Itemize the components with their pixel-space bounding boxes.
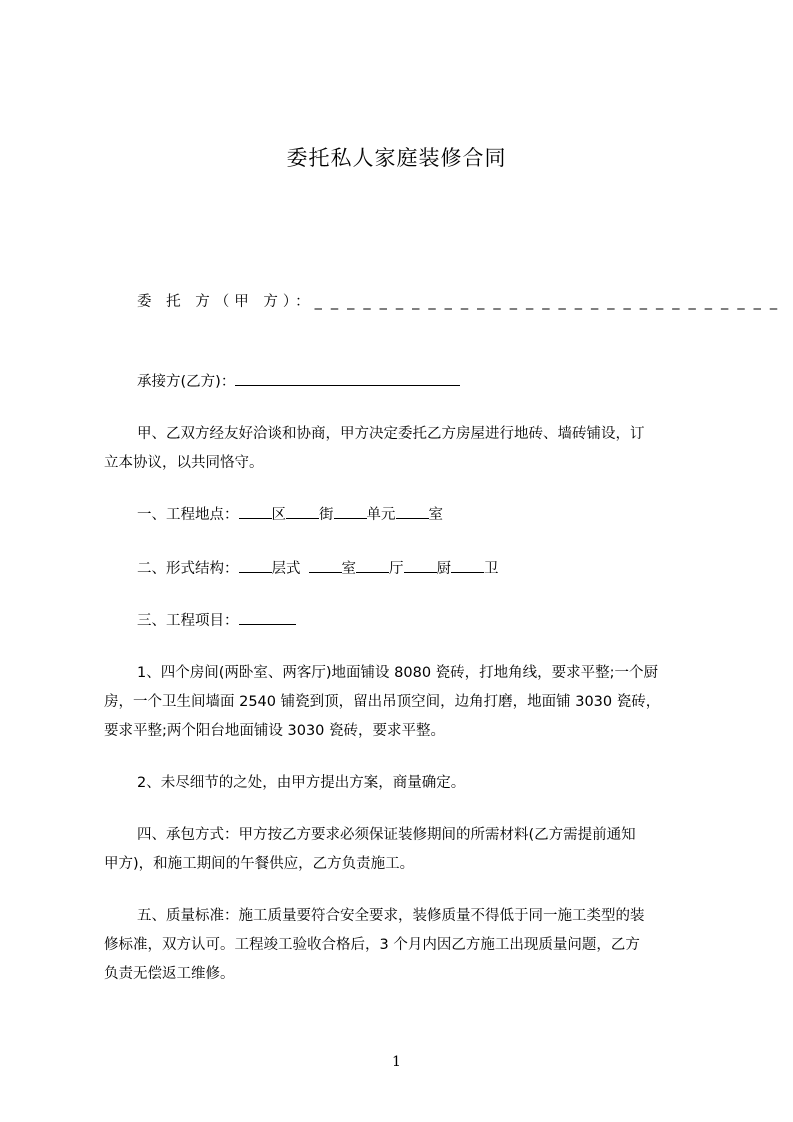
section-structure — [137, 555, 757, 584]
client-line — [137, 288, 780, 317]
intro-line-1: 甲、乙双方经友好洽谈和协商，甲方决定委托乙方房屋进行地砖、墙砖铺设，订 — [137, 426, 645, 442]
client-name-blank: _ _ _ _ _ _ _ _ _ _ _ _ _ _ _ _ _ _ _ _ _ _ _ _ _ _ _ _ _ — [314, 294, 780, 310]
street-blank — [286, 504, 319, 519]
hall-blank — [356, 558, 389, 573]
contractor-line — [137, 368, 757, 397]
client-label: 委 托 方（甲 方）： — [137, 294, 315, 310]
hall-label: 厅 — [389, 561, 404, 577]
section-location — [137, 501, 757, 530]
floor-label: 层式 — [271, 561, 301, 577]
bath-blank — [451, 558, 484, 573]
contractor-label: 承接方(乙方)： — [137, 374, 236, 390]
room-count-blank — [309, 558, 342, 573]
section-project — [137, 607, 757, 636]
street-label: 街 — [319, 507, 334, 523]
section-quality-line-1: 五、质量标准：施工质量要符合安全要求，装修质量不得低于同一施工类型的装 — [137, 908, 645, 924]
room-number-blank — [396, 504, 429, 519]
room-label: 室 — [428, 507, 443, 523]
project-blank — [239, 610, 296, 625]
unit-label: 单元 — [366, 507, 396, 523]
kitchen-label: 厨 — [436, 561, 451, 577]
page-number: 1 — [392, 1054, 401, 1070]
contractor-name-blank — [235, 371, 460, 386]
bath-label: 卫 — [484, 561, 499, 577]
section-quality-line-3: 负责无偿返工维修。 — [104, 966, 235, 982]
structure-label: 二、形式结构： — [137, 561, 239, 577]
district-blank — [239, 504, 272, 519]
location-label: 一、工程地点： — [137, 507, 239, 523]
contract-title: 委托私人家庭装修合同 — [286, 146, 507, 170]
section-contract-mode-line-2: 甲方)，和施工期间的午餐供应，乙方负责施工。 — [104, 856, 415, 872]
project-label: 三、工程项目： — [137, 613, 239, 629]
section-contract-mode-line-1: 四、承包方式：甲方按乙方要求必须保证装修期间的所需材料(乙方需提前通知 — [137, 827, 636, 843]
kitchen-blank — [404, 558, 437, 573]
unit-blank — [334, 504, 367, 519]
item2-line: 2、未尽细节的之处，由甲方提出方案，商量确定。 — [137, 775, 466, 791]
item1-line-3: 要求平整;两个阳台地面铺设 3030 瓷砖，要求平整。 — [104, 723, 446, 739]
district-label: 区 — [271, 507, 286, 523]
floor-blank — [239, 558, 272, 573]
section-quality-line-2: 修标准，双方认可。工程竣工验收合格后，3 个月内因乙方施工出现质量问题，乙方 — [104, 937, 640, 953]
item1-line-2: 房，一个卫生间墙面 2540 铺瓷到顶，留出吊顶空间，边角打磨，地面铺 3030 瓷砖， — [104, 694, 661, 710]
room-count-label: 室 — [341, 561, 356, 577]
item1-line-1: 1、四个房间(两卧室、两客厅)地面铺设 8080 瓷砖，打地角线，要求平整;一个厨 — [137, 665, 659, 681]
intro-line-2: 立本协议，以共同恪守。 — [104, 455, 264, 471]
